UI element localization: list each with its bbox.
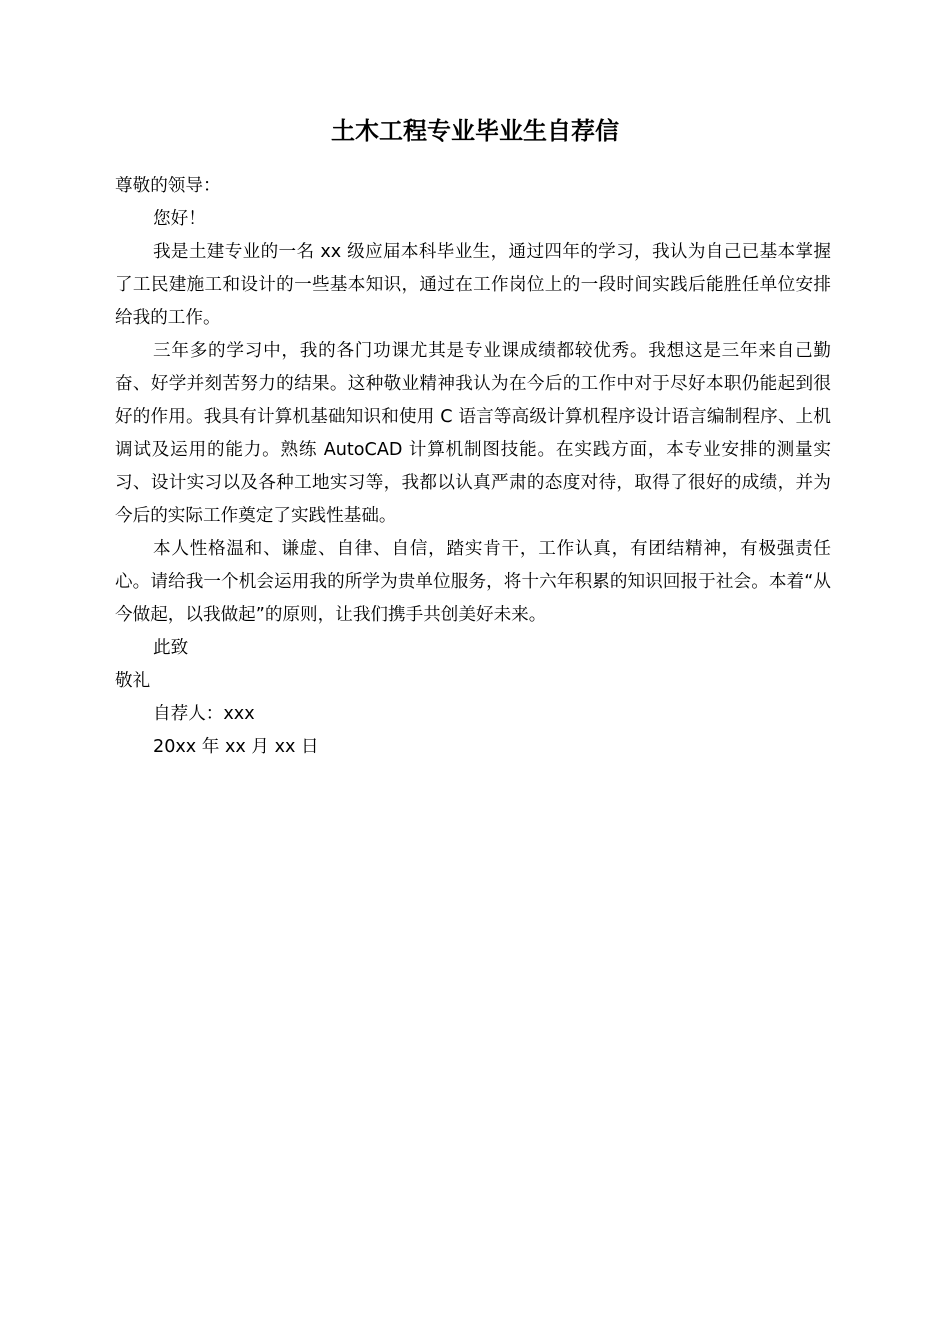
closing-salute: 敬礼 bbox=[115, 671, 151, 691]
paragraph-introduction: 我是土建专业的一名 xx 级应届本科毕业生，通过四年的学习，我认为自己已基本掌握了工民建施工和设计的一些基本知识，通过在工作岗位上的一段时间实践后能胜任单位安排给我的工作。 bbox=[115, 242, 831, 328]
closing-respectfully: 此致 bbox=[153, 638, 189, 658]
salutation: 尊敬的领导： bbox=[115, 176, 221, 196]
paragraph-personality: 本人性格温和、谦虚、自律、自信，踏实肯干，工作认真，有团结精神，有极强责任心。请给我一个机会运用我的所学为贵单位服务，将十六年积累的知识回报于社会。本着“从今做起，以我做起”的原则，让我们携手共创美好未来。 bbox=[115, 539, 831, 625]
letter-title: 土木工程专业毕业生自荐信 bbox=[331, 117, 619, 145]
signature: 自荐人：xxx bbox=[153, 704, 255, 724]
date: 20xx 年 xx 月 xx 日 bbox=[153, 737, 319, 757]
paragraph-studies: 三年多的学习中，我的各门功课尤其是专业课成绩都较优秀。我想这是三年来自己勤奋、好学并刻苦努力的结果。这种敬业精神我认为在今后的工作中对于尽好本职仍能起到很好的作用。我具有计算机基础知识和使用 C 语言等高级计算机程序设计语言编制程序、上机调试及运用的能力。熟练 AutoCAD 计算机制图技能。在实践方面，本专业安排的测量实习、设计实习以及各种工地实习等，我都以认真严肃的态度对待，取得了很好的成绩，并为今后的实际工作奠定了实践性基础。 bbox=[115, 341, 831, 526]
greeting: 您好！ bbox=[153, 209, 206, 229]
letter-body bbox=[115, 170, 831, 764]
